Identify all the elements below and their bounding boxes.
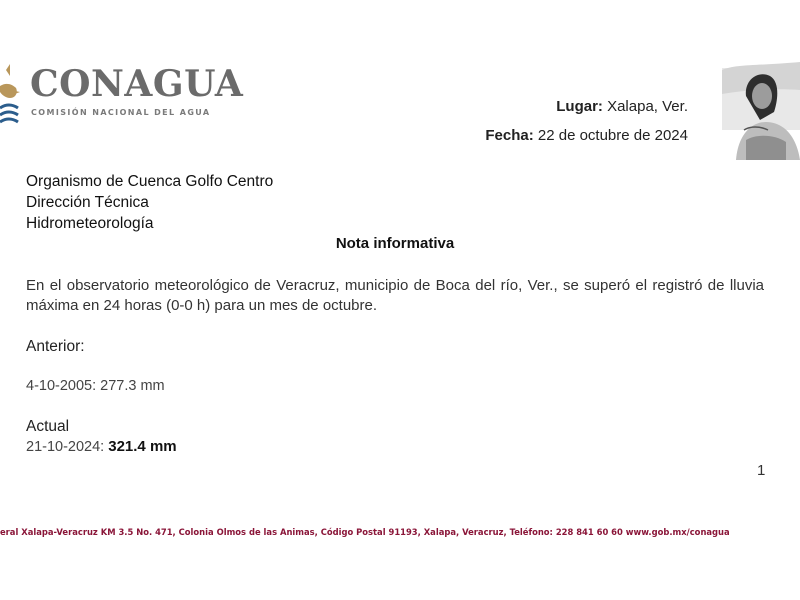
footer-address: eral Xalapa-Veracruz KM 3.5 No. 471, Colonia Olmos de las Animas, Código Postal 91193, Xalapa, Veracruz, Teléfono: 228 841 60 60 www.gob.mx/conagua: [0, 527, 730, 537]
logo-brand-text: CONAGUA: [30, 63, 244, 105]
place-value: Xalapa, Ver.: [602, 98, 688, 115]
date-line: [485, 127, 688, 144]
current-record-value: [26, 438, 177, 455]
current-record-date: 21-10-2024:: [26, 439, 109, 455]
date-value: 22 de octubre de 2024: [533, 127, 688, 144]
current-record-label: Actual: [26, 418, 70, 435]
org-line-basin: Organismo de Cuenca Golfo Centro: [26, 173, 274, 190]
current-record-amount: 321.4 mm: [108, 438, 177, 455]
body-paragraph: En el observatorio meteorológico de Veracruz, municipio de Boca del río, Ver., se superó el registró de lluvia máxima en 24 horas (0-0 h) para un mes de octubre.: [26, 277, 764, 314]
place-label: Lugar:: [556, 98, 603, 115]
org-line-direction: Dirección Técnica: [26, 194, 149, 211]
place-line: [556, 98, 688, 115]
logo-subtitle: COMISIÓN NACIONAL DEL AGUA: [31, 108, 211, 117]
date-label: Fecha:: [485, 127, 534, 144]
org-line-department: Hidrometeorología: [26, 215, 154, 232]
previous-record-value: 4-10-2005: 277.3 mm: [26, 378, 165, 394]
woman-portrait-illustration: [716, 60, 800, 160]
page-number: 1: [757, 462, 766, 479]
document-title: Nota informativa: [335, 235, 455, 252]
conagua-emblem-icon: [0, 62, 22, 126]
previous-record-label: Anterior:: [26, 338, 85, 355]
conagua-logo: [0, 58, 260, 128]
